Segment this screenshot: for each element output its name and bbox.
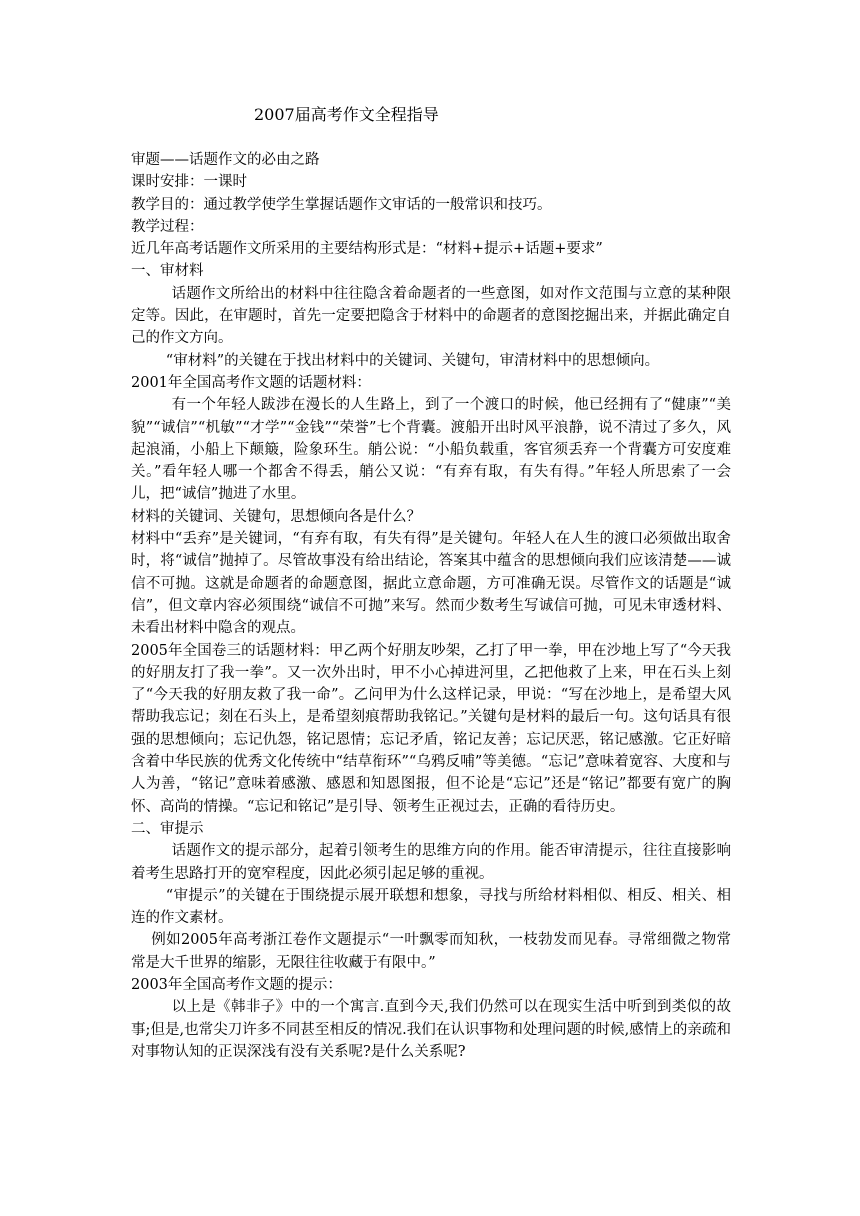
material-story-2001: 有一个年轻人跋涉在漫长的人生路上，到了一个渡口的时候，他已经拥有了“健康”“美貌”“诚信”“机敏”“才学”“金钱”“荣誉”七个背囊。渡船开出时风平浪静，说不清过了多久，风起浪涌，小船上下颠簸，险象环生。艄公说：“小船负载重，客官须丢弃一个背囊方可安度难关。”看年轻人哪一个都舍不得丢，艄公又说：“有弃有取，有失有得。”年轻人所思索了一会儿，把“诚信”抛进了水里。: [131, 397, 731, 503]
body-paragraph: 话题作文所给出的材料中往往隐含着命题者的一些意图，如对作文范围与立意的某种限定等。因此，在审题时，首先一定要把隐含于材料中的命题者的意图挖掘出来，并据此确定自己的作文方向。: [131, 285, 731, 347]
hint-text-2003: 以上是《韩非子》中的一个寓言.直到今天,我们仍然可以在现实生活中听到到类似的故事;但是,也常尖刀许多不同甚至相反的情况.我们在认识事物和处理问题的时候,感情上的亲疏和对事物认知的正误深浅有没有关系呢?是什么关系呢?: [131, 999, 731, 1060]
body-paragraph: 材料中“丢弃”是关键词，“有弃有取，有失有得”是关键句。年轻人在人生的渡口必须做出取舍时，将“诚信”抛掉了。尽管故事没有给出结论，答案其中蕴含的思想倾向我们应该清楚——诚信不可抛。这就是命题者的命题意图，据此立意命题，方可准确无误。尽管作文的话题是“诚信”，但文章内容必须围绕“诚信不可抛”来写。然而少数考生写诚信可抛，可见未审透材料、未看出材料中隐含的观点。: [131, 531, 731, 637]
material-story-2005: 2005年全国卷三的话题材料：甲乙两个好朋友吵架，乙打了甲一拳，甲在沙地上写了“今天我的好朋友打了我一拳”。又一次外出时，甲不小心掉进河里，乙把他救了上来，甲在石头上刻了“今天我的好朋友救了我一命”。乙问甲为什么这样记录，甲说：“写在沙地上，是希望大风帮助我忘记；刻在石头上，是希望刻痕帮助我铭记。”关键句是材料的最后一句。这句话具有很强的思想倾向；忘记仇怨，铭记恩情；忘记矛盾，铭记友善；忘记厌恶，铭记感激。它正好暗含着中华民族的优秀文化传统中“结草衔环”“乌鸦反哺”等美德。“忘记”意味着宽容、大度和与人为善，“铭记”意味着感激、感恩和知恩图报，但不论是“忘记”还是“铭记”都要有宽广的胸怀、高尚的情操。“忘记和铭记”是引导、领考生正视过去，正确的看待历史。: [131, 642, 731, 815]
structure-form: 近几年高考话题作文所采用的主要结构形式是：“材料+提示+话题+要求”: [131, 241, 603, 258]
teaching-purpose: 教学目的：通过教学使学生掌握话题作文审话的一般常识和技巧。: [131, 196, 552, 213]
section-heading: 审题——话题作文的必由之路: [131, 152, 320, 168]
subsection-heading-material: 一、审材料: [131, 263, 204, 280]
subsection-heading-hint: 二、审提示: [131, 820, 204, 837]
question-line: 材料的关键词、关键句，思想倾向各是什么？: [131, 508, 421, 525]
document-body: [131, 149, 731, 1063]
lesson-schedule: 课时安排：一课时: [131, 174, 247, 191]
teaching-process-label: 教学过程：: [131, 218, 204, 235]
example-2005-zhejiang: 例如2005年高考浙江卷作文题提示“一叶飘零而知秋，一枝勃发而见春。寻常细微之物常常是大千世界的缩影，无限往往收藏于有限中。”: [131, 932, 731, 971]
body-paragraph: “审提示”的关键在于围绕提示展开联想和想象，寻找与所给材料相似、相反、相关、相连的作文素材。: [131, 887, 731, 927]
document-title: 2007届高考作文全程指导: [254, 105, 439, 124]
body-paragraph: 话题作文的提示部分，起着引领考生的思维方向的作用。能否审清提示，往往直接影响着考生思路打开的宽窄程度，因此必须引起足够的重视。: [131, 843, 731, 882]
body-paragraph: “审材料”的关键在于找出材料中的关键词、关键句，审清材料中的思想倾向。: [165, 352, 660, 369]
example-heading-2001: 2001年全国高考作文题的话题材料：: [131, 374, 371, 391]
example-heading-2003: 2003年全国高考作文题的提示：: [131, 976, 342, 993]
